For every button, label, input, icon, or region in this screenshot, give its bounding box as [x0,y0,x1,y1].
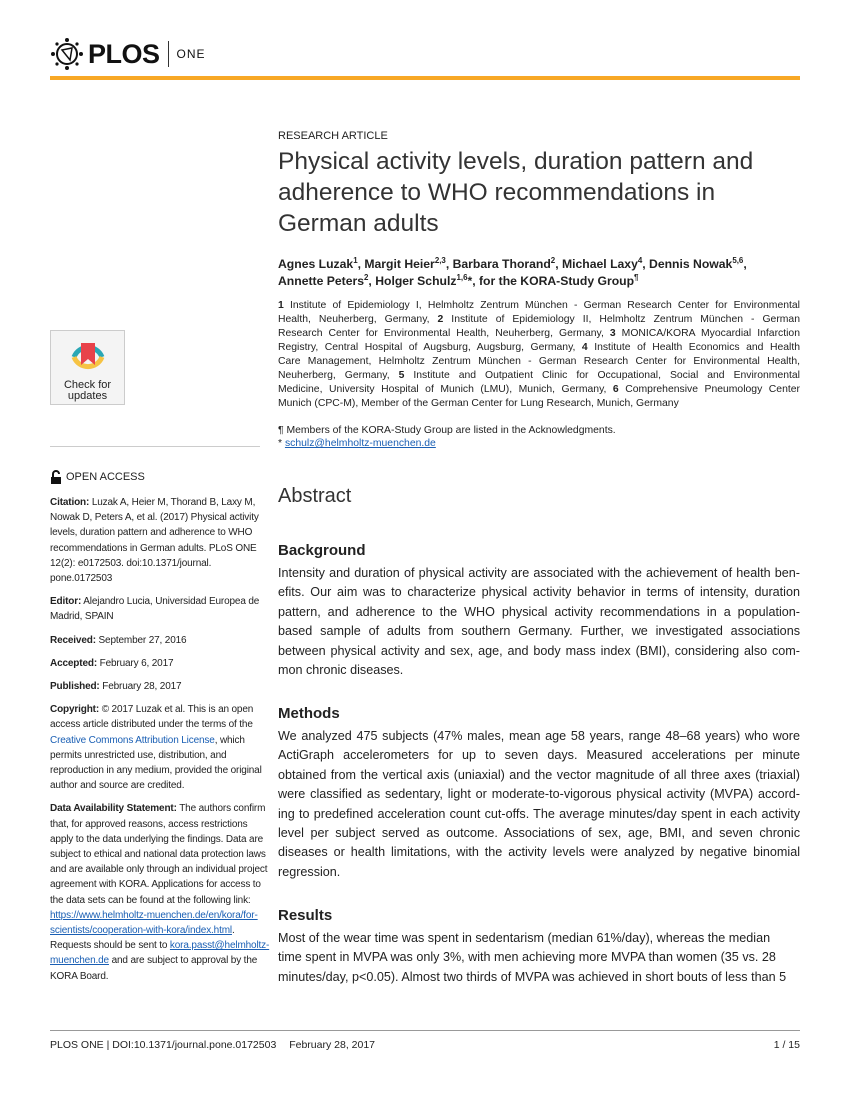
copyright-block [50,702,260,793]
text: *, for the KORA-Study Group [467,274,635,288]
page-footer [50,1039,800,1051]
section-heading: Methods [278,705,340,722]
text-line [278,968,800,987]
text-line [278,727,800,746]
check-for-updates-badge[interactable] [50,330,125,405]
affiliations [278,299,800,411]
bookmark-ring-icon [66,335,110,375]
text: 12(2): e0172503. doi:10.1371/journal. [50,557,212,569]
text: February 6, 2017 [97,657,174,669]
text: Institute of Health Economics and Health [587,342,800,353]
article-title [278,146,800,239]
text-line [278,208,800,239]
text-line [278,564,800,583]
article-type: RESEARCH ARTICLE [278,130,388,142]
text-line [50,862,268,877]
header-accent-bar [50,76,800,80]
footer-doi: PLOS ONE | DOI:10.1371/journal.pone.0172503 [50,1039,277,1051]
text-line [278,785,800,804]
text: author and source are credited. [50,780,185,792]
plos-globe-icon [50,37,84,71]
text: time spent in MVPA was only 3%, with men achieving more MVPA than women (35 vs. 28 [278,950,776,965]
editor-block [50,594,260,624]
text-line [278,383,800,397]
text-line [50,877,260,892]
text: Alejandro Lucia, Universidad Europea de [81,596,260,608]
text-line [278,146,800,177]
text-line [50,969,260,984]
text-line [50,717,260,732]
text: . [231,925,235,937]
text-line [50,633,260,648]
text: German adults [278,210,439,237]
page-number: 1 / 15 [773,1039,800,1051]
text: Agnes Luzak [278,257,354,271]
text-line [278,746,800,765]
text: Comprehensive Pneumology Center [618,384,800,395]
text: and are subject to approval by the [108,955,258,967]
text-line [278,603,800,622]
text-line [50,609,260,624]
section-text [278,727,800,882]
text: , Barbara Thorand [445,257,551,271]
text-line [278,313,800,327]
text: , Holger Schulz [368,274,457,288]
text: ActiGraph accelerometers for up to seven days. Measured accelerations per minute [278,748,800,763]
received-date [50,633,260,648]
text: were classified as sedentary, light or moderate-to-vigorous physical activity (MVPA) accord- [278,787,800,802]
text-line [278,177,800,208]
text: © 2017 Luzak et al. This is an open [99,704,254,716]
superscript: 1 [353,255,358,265]
text-line [278,843,800,862]
text: We analyzed 475 subjects (47% males, mean age 58 years, range 48–68 years) who wore [278,729,800,743]
text: * [278,438,285,449]
text: Institute of Epidemiology I, Helmholtz Zentrum München - German Research Center for Environmental [283,300,800,311]
text-line [278,929,800,948]
text: access article distributed under the terms of the [50,719,253,731]
text: Physical activity levels, duration pattern and [278,148,754,175]
text: Most of the wear time was spent in sedentarism (median 61%/day), whereas the median [278,931,771,945]
footer-divider [50,1030,800,1031]
link[interactable]: scientists/cooperation-with-kora/index.html [50,925,232,937]
text-line [50,679,260,694]
open-access-label [50,470,145,484]
text: Institute of Epidemiology II, Helmholtz Zentrum München - German [443,314,800,325]
text-line [50,656,260,671]
text: , Michael Laxy [555,257,638,271]
text: , [743,257,747,271]
text-line [278,341,800,355]
text: levels, duration pattern and adherence to WHO [50,527,253,539]
superscript: ¶ [634,272,639,282]
text: Munich (CPC-M), Member of the German Center for Lung Research, Munich, Germany [278,398,679,409]
text: diseases or health limitations, with the activity levels were analyzed by negative binomial [278,845,800,860]
text: Annette Peters [278,274,365,288]
text: efits. Our aim was to characterize physical activity behavior in terms of intensity, duration [278,585,800,600]
section-heading: Results [278,907,333,924]
text-line [278,437,800,450]
logo-journal-name: ONE [176,47,206,61]
text-line [278,805,800,824]
text: ¶ Members of the KORA-Study Group are listed in the Acknowledgments. [278,425,616,436]
text: based sample of adults from southern Germany. Further, we investigated associations [278,624,800,639]
text: Intensity and duration of physical activity are associated with the achievement of health ben- [278,566,800,580]
accepted-date [50,656,260,671]
bold-label: 1 [278,300,284,311]
text: KORA Board. [50,970,109,982]
text: pone.0172503 [50,573,113,585]
section-text [278,564,800,680]
text: Registry, Central Hospital of Augsburg, Augsburg, Germany, [278,342,582,353]
section-results [278,907,800,987]
text-line [50,938,270,953]
text: recommendations in German adults. PLoS ONE [50,542,257,554]
published-date [50,679,260,694]
text: , Dennis Nowak [642,257,733,271]
text: Neuherberg, Germany, [278,370,399,381]
text-line [278,256,800,273]
text-line [50,541,260,556]
text-line [278,397,800,411]
text-line [50,778,260,793]
author-notes [278,424,800,450]
text: , which [214,734,245,746]
text: Madrid, SPAIN [50,611,114,623]
logo-plos-text: PLOS [88,38,160,69]
link[interactable]: schulz@helmholtz-muenchen.de [284,438,436,449]
text: adherence to WHO recommendations in [278,179,716,206]
text-line [278,622,800,641]
text-line [278,863,800,882]
sidebar-divider [50,446,260,447]
bold-label: 3 [609,328,616,339]
text-line [50,702,260,717]
link[interactable]: https://www.helmholtz-muenchen.de/en/kora/for- [50,909,258,921]
text: minutes/day, p<0.05). Almost two thirds of MVPA was achieved in short bouts of less than 5 [278,969,787,984]
footer-date: February 28, 2017 [289,1039,376,1051]
text: Medicine, University Hospital of Munich (LMU), Munich, Germany, [278,384,613,395]
text-line [278,661,800,680]
text: Requests should be sent to [50,940,170,952]
text: obtained from the vertical axis (uniaxial) and the vector magnitude of all three axes (triaxial) [278,767,800,782]
superscript: 2 [364,272,369,282]
text: MONICA/KORA Myocardial Infarction [615,328,800,339]
superscript: 4 [637,255,643,265]
text-line [278,948,800,967]
bold-label: Copyright: [50,704,100,716]
text: subject to ethical and national data protection laws [50,849,266,861]
text-line [50,817,260,832]
text-line [278,355,800,369]
text-line [278,583,800,602]
text-line [50,801,266,816]
text-line [50,748,260,763]
text: ing to predefined acceleration count cut-offs. The average minutes/day spent in each activity [278,806,800,821]
bold-label: Accepted: [50,657,97,669]
text: agreement with KORA. Applications for access to [50,879,261,891]
text: The authors confirm [176,803,266,815]
text-line [50,832,264,847]
bold-label: 4 [581,342,588,353]
text-line [50,525,260,540]
text: permits unrestricted use, distribution, and [50,749,227,761]
bold-label: Received: [50,634,96,646]
text-line [50,556,260,571]
text-line [278,327,800,341]
text-line [278,766,800,785]
superscript: 1,6 [456,272,468,282]
bold-label: 5 [398,370,405,381]
text: between physical activity and sex, age, and body mass index (BMI), considering also com- [278,643,800,658]
text-line [278,299,800,313]
text: and are available only through an individual project [50,864,268,876]
text-line [50,763,260,778]
text: September 27, 2016 [95,634,187,646]
abstract-heading: Abstract [278,485,352,507]
open-access-text: OPEN ACCESS [66,471,145,483]
author-list [278,256,800,290]
text-line [50,893,260,908]
bold-label: Citation: [50,497,90,508]
link[interactable]: kora.passt@helmholtz- [169,940,270,952]
text-line [50,594,260,609]
section-background [278,542,800,680]
superscript: 2,3 [434,255,446,265]
text-line [278,424,800,437]
open-lock-icon [50,470,62,484]
text: , Margit Heier [357,257,435,271]
text: that, for approved reasons, access restrictions [50,818,248,830]
text: Health, Neuherberg, Germany, [278,314,438,325]
text-line [50,495,260,510]
text-line [50,923,260,938]
text-line [50,571,260,586]
bold-label: Data Availability Statement: [50,803,177,815]
section-methods [278,705,800,882]
updates-label: updates [67,390,108,402]
text-line [278,642,800,661]
section-heading: Background [278,542,366,559]
bold-label: Published: [50,681,100,693]
text-line [50,908,260,923]
text: February 28, 2017 [99,681,182,693]
bold-label: 6 [612,384,619,395]
text: regression. [278,864,341,879]
text-line [278,369,800,383]
text: Luzak A, Heier M, Thorand B, Laxy M, [89,497,256,508]
section-text [278,929,800,987]
bold-label: 2 [437,314,444,325]
text: Institute and Outpatient Clinic for Occupational, Social and Environmental [404,370,800,381]
superscript: 2 [550,255,556,265]
text-line [278,824,800,843]
text: Research Center for Environmental Health, Neuherberg, Germany, [278,328,610,339]
article-info-sidebar [50,495,270,984]
text-line [278,273,800,290]
text-line [50,953,260,968]
text: reproduction in any medium, provided the original [50,765,262,777]
bold-label: Editor: [50,596,82,608]
text: Care Management, Helmholtz Zentrum München - German Research Center for Environmental Health, [278,356,800,367]
superscript: 5,6 [732,255,744,265]
text: the data sets can be found at the following link: [50,894,251,906]
logo-divider [168,41,169,67]
plos-one-logo [50,36,206,72]
text: apply to the data underlying the findings. Data are [50,833,264,845]
check-for-label: Check for [63,379,112,391]
text: pattern, and adherence to the WHO physical activity recommendations in a population- [278,604,800,619]
text-line [50,847,266,862]
link[interactable]: muenchen.de [50,955,109,967]
text: level per subject served as outcome. Associations of sex, age, BMI, and seven chronic [278,826,800,841]
citation-block [50,495,260,586]
text: Nowak D, Peters A, et al. (2017) Physical activity [50,512,259,524]
text-line [50,510,260,525]
text-line [50,733,260,748]
link[interactable]: Creative Commons Attribution License [50,734,215,746]
text: mon chronic diseases. [278,663,404,678]
data-availability-block [50,801,270,983]
